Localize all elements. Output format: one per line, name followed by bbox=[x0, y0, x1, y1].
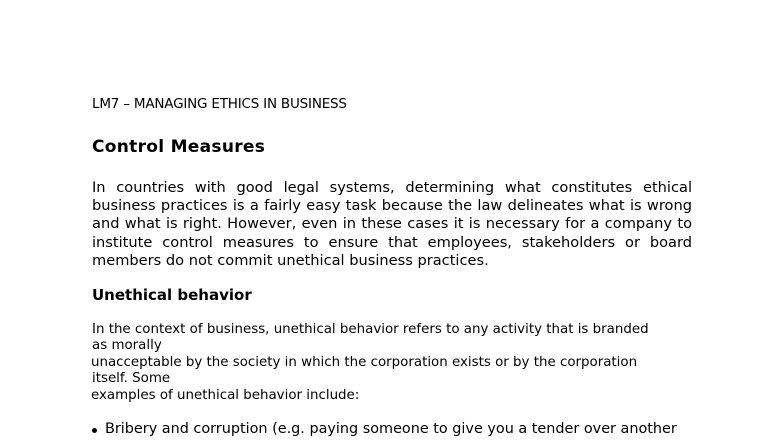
bullet-dot-icon bbox=[92, 428, 97, 433]
bullet-text: Bribery and corruption (e.g. paying someone to give you a tender over another bbox=[105, 421, 677, 437]
lead-paragraph: In countries with good legal systems, determining what constitutes ethical business practices is a fairly easy task because the law delineates what is wrong and what is right. However, even in these cases it is necessary for a company to institute control measures to ensure that employees, stakeholders or board members do not commit unethical business practices. bbox=[92, 179, 692, 269]
body-line: as morally bbox=[92, 338, 162, 353]
subheading: Unethical behavior bbox=[92, 286, 252, 304]
bullet-item bbox=[92, 421, 677, 437]
body-line: examples of unethical behavior include: bbox=[91, 388, 360, 403]
body-line: In the context of business, unethical behavior refers to any activity that is branded bbox=[92, 322, 649, 337]
document-header: LM7 – MANAGING ETHICS IN BUSINESS bbox=[92, 96, 347, 112]
body-line: itself. Some bbox=[92, 371, 171, 386]
section-title: Control Measures bbox=[92, 137, 266, 157]
body-line: unacceptable by the society in which the corporation exists or by the corporation bbox=[91, 355, 638, 370]
document-page bbox=[92, 0, 692, 441]
